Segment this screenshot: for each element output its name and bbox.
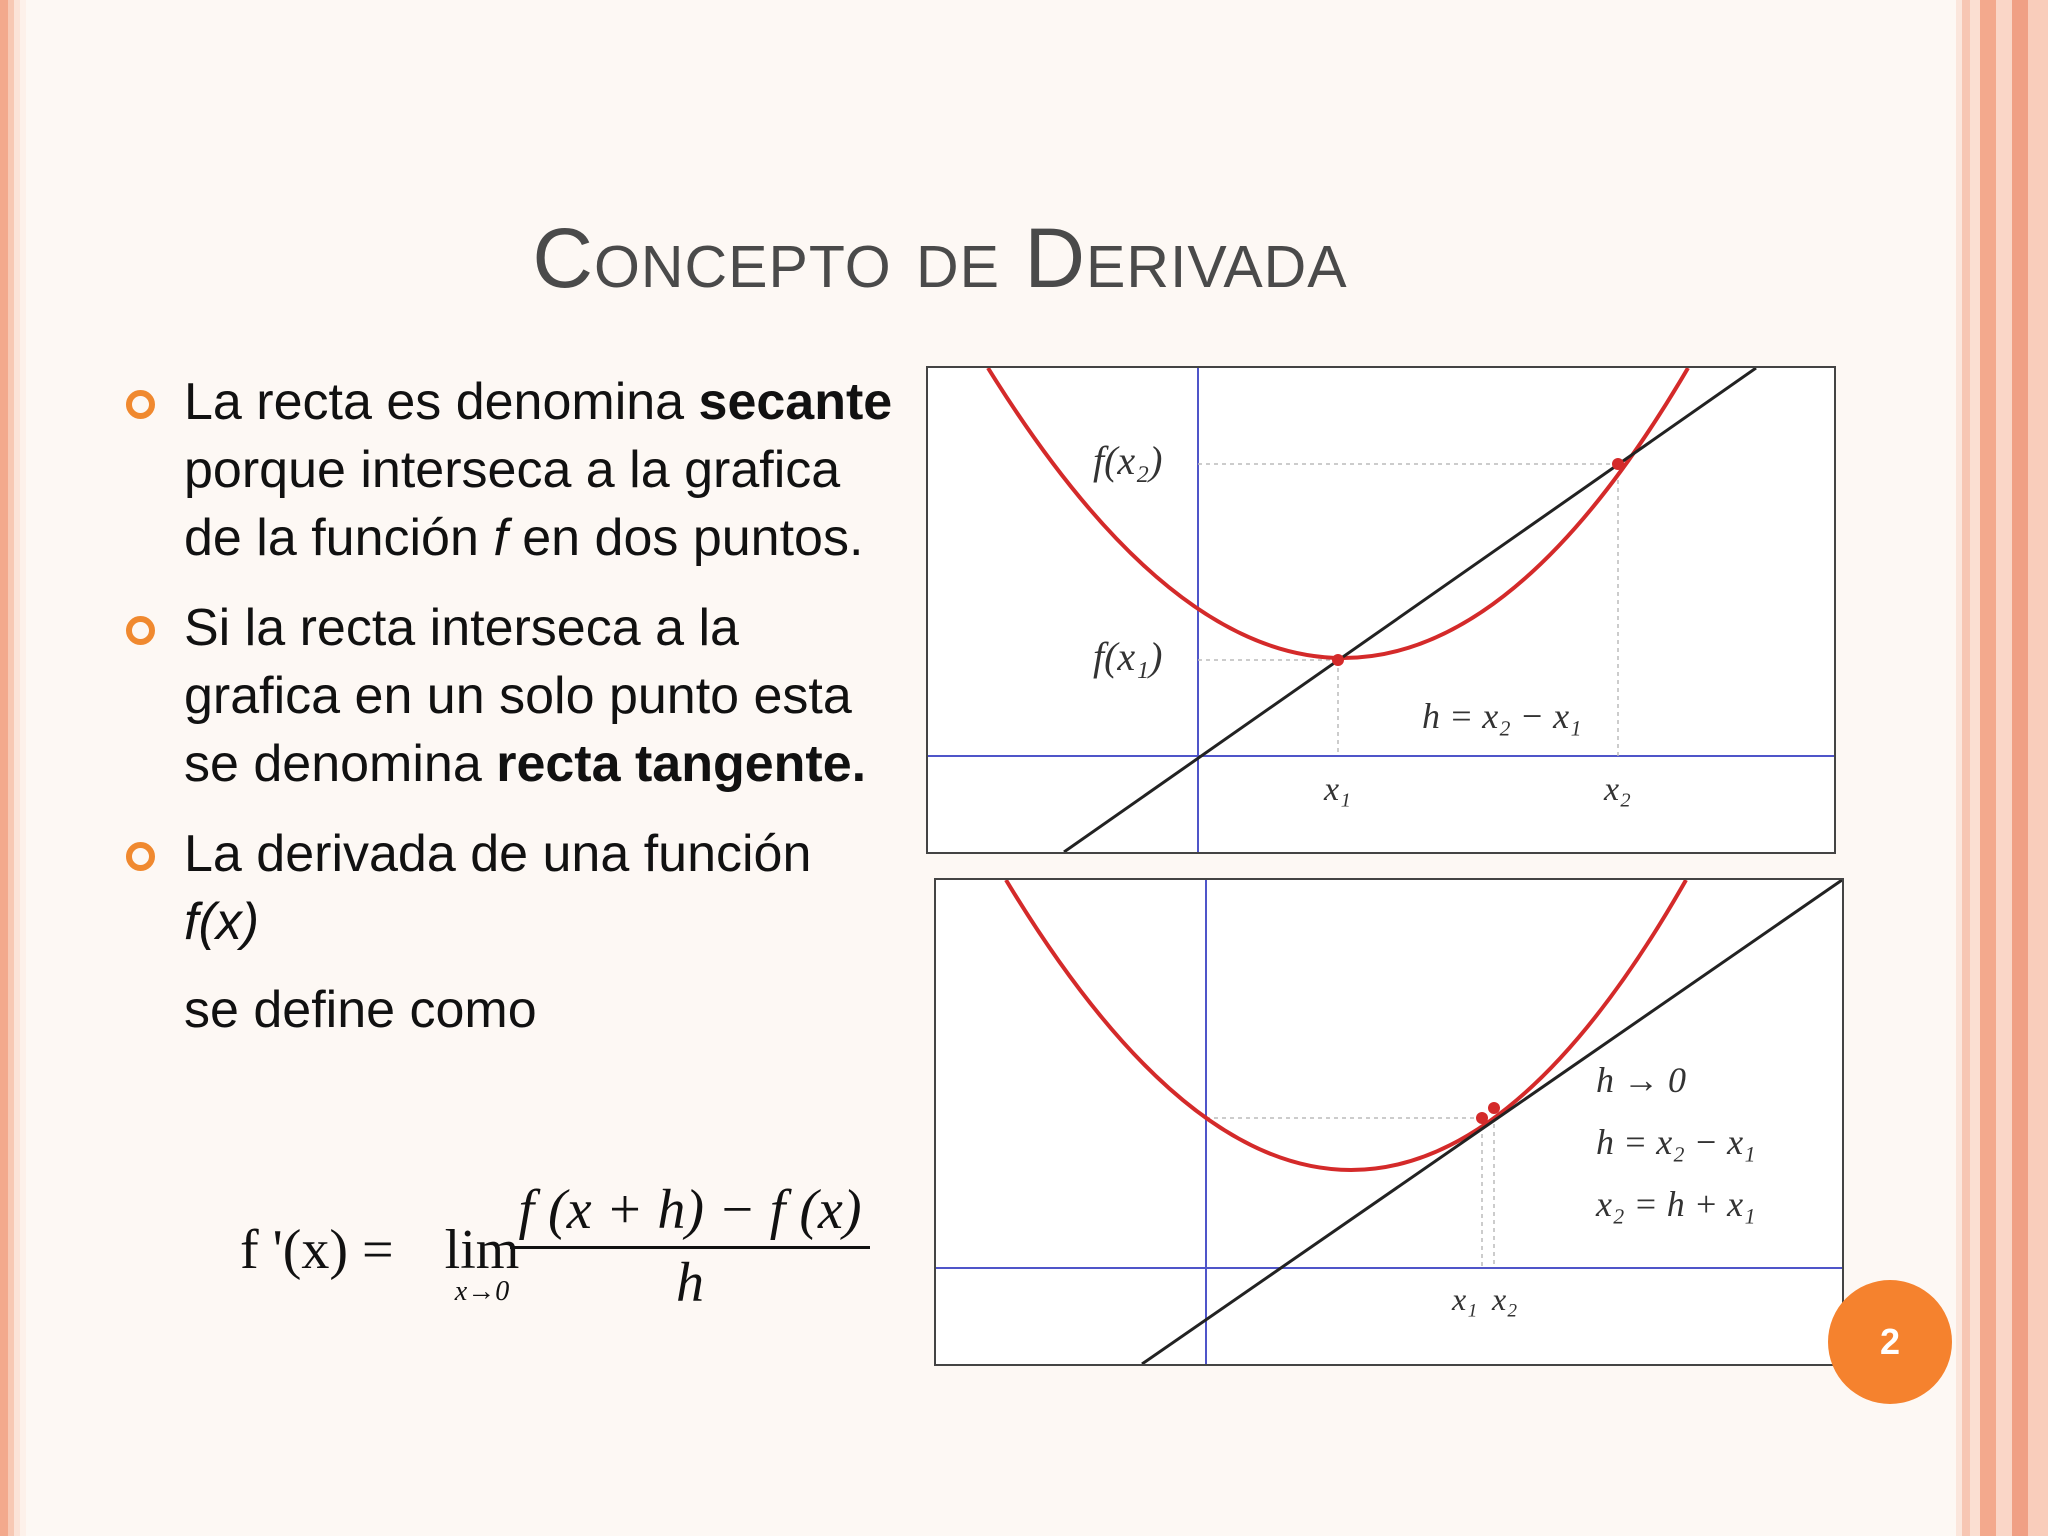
formula-limit: lim x→0: [422, 1218, 542, 1308]
label-h-to-zero: h → 0: [1596, 1060, 1686, 1100]
secant-line: [1064, 368, 1756, 852]
label-x2: x₂: [1492, 1281, 1518, 1317]
formula-limit-subscript: x→0: [454, 1276, 510, 1307]
bullet-secante: La recta es denomina secante porque interseca a la grafica de la función f en dos puntos.: [120, 368, 900, 572]
bullet-ring-icon: [126, 390, 155, 419]
label-x1: x₁: [1452, 1281, 1478, 1317]
term-secante: secante: [698, 373, 893, 431]
term-recta-tangente: recta tangente.: [496, 735, 867, 793]
label-x2: x₂: [1604, 771, 1631, 808]
bullet-ring-icon: [126, 842, 155, 871]
point-x1: [1476, 1112, 1488, 1124]
label-h: h = x₂ − x₁: [1596, 1122, 1756, 1162]
label-x1: x₁: [1324, 771, 1351, 808]
bullet-ring-icon: [126, 616, 155, 645]
bullet-tangente: Si la recta interseca a la grafica en un solo punto esta se denomina recta tangente.: [120, 594, 900, 798]
tangent-graph: [934, 878, 1844, 1366]
right-decorative-border: [1956, 0, 2048, 1536]
function-symbol: f: [493, 509, 508, 567]
point-x1: [1332, 654, 1344, 666]
secant-graph: [926, 366, 1836, 854]
bullet-derivada: La derivada de una función f(x) se define como: [120, 820, 900, 1044]
formula-fraction: [510, 1178, 870, 1315]
page-number-badge: 2: [1828, 1280, 1952, 1404]
label-x2-def: x₂ = h + x₁: [1596, 1184, 1756, 1224]
tangent-graph-svg: [936, 880, 1842, 1364]
label-fx2: f(x₂): [1093, 438, 1163, 483]
formula-numerator: f (x + h) − f (x): [510, 1178, 870, 1249]
secant-graph-svg: [928, 368, 1834, 852]
point-x2: [1488, 1102, 1500, 1114]
function-fx: f(x): [184, 893, 260, 951]
formula-lhs: f '(x) =: [240, 1219, 394, 1281]
slide-title: Concepto de Derivada: [532, 211, 1348, 305]
formula-denominator: h: [676, 1252, 704, 1314]
bullet-list: [120, 368, 900, 1066]
label-h: h = x₂ − x₁: [1422, 696, 1582, 736]
label-fx1: f(x₁): [1093, 634, 1163, 679]
parabola-curve: [1006, 880, 1686, 1170]
parabola-curve: [988, 368, 1688, 658]
point-x2: [1612, 458, 1624, 470]
